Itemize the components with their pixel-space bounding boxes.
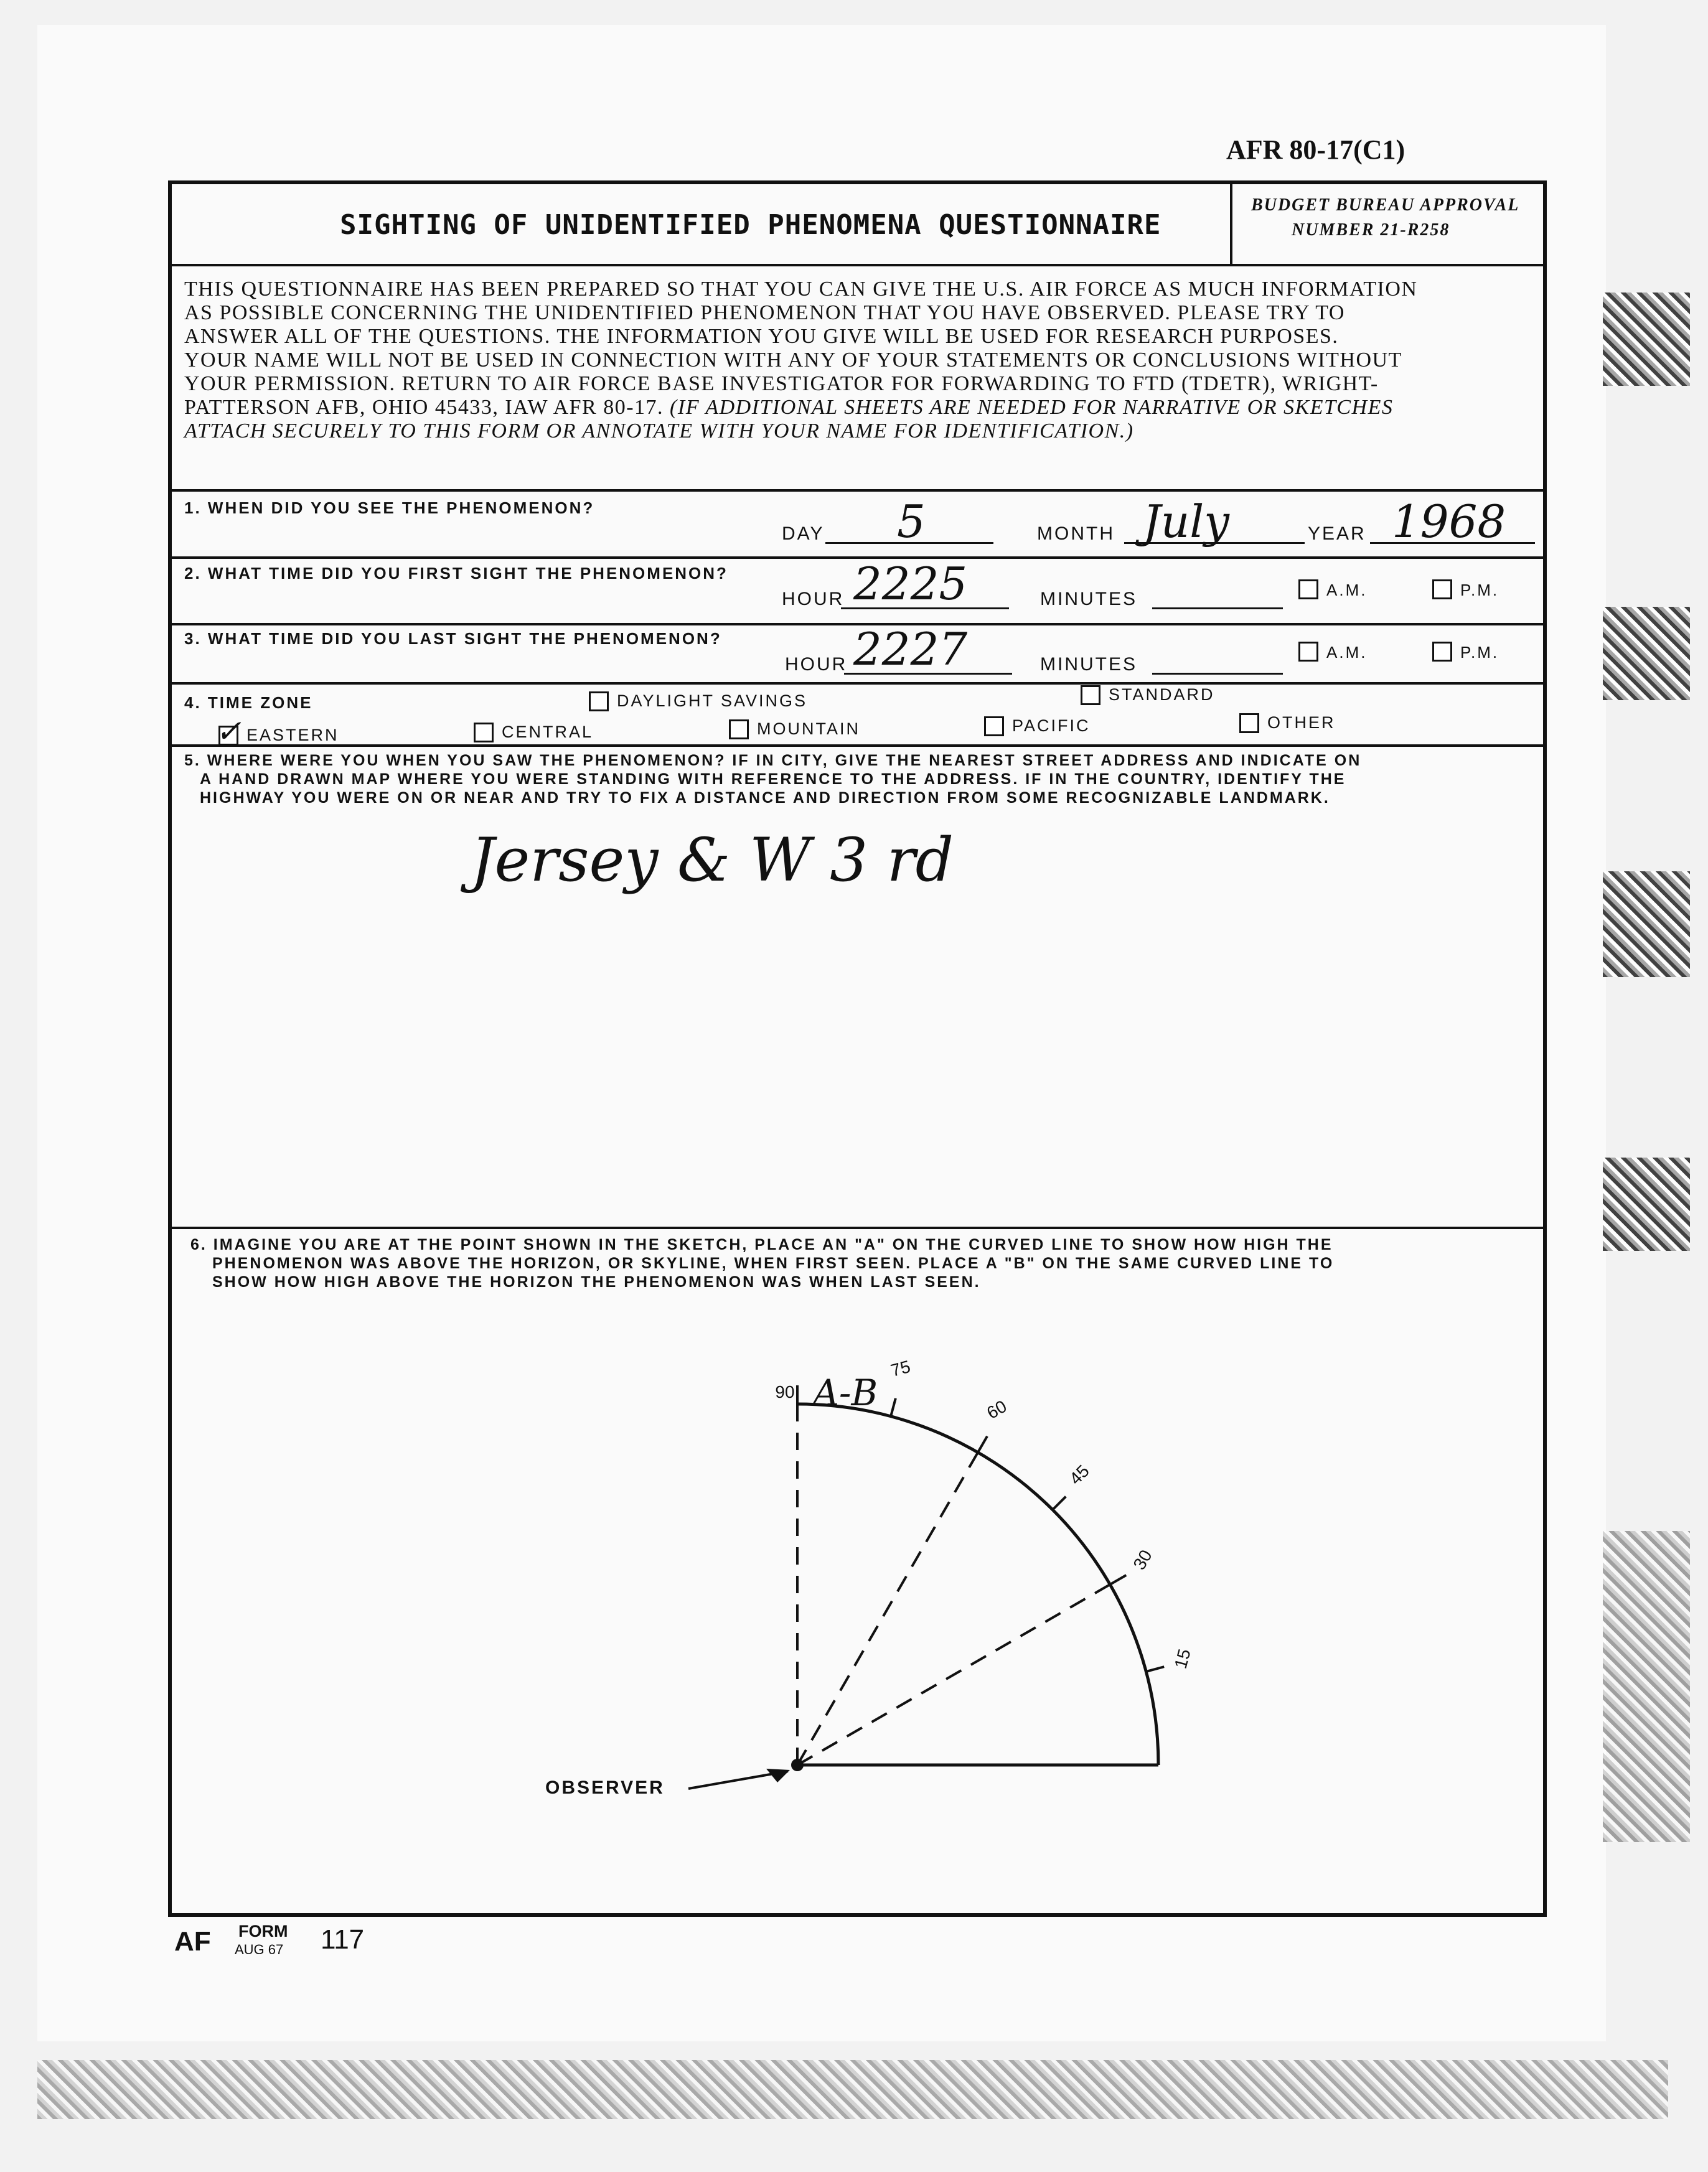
- scan-artifact: [37, 2060, 1668, 2119]
- observer-label: OBSERVER: [545, 1777, 665, 1798]
- intro-line: ANSWER ALL OF THE QUESTIONS. THE INFORMATION YOU GIVE WILL BE USED FOR RESEARCH PURPOSES.: [184, 325, 1339, 348]
- angle-tick-30: [1110, 1575, 1126, 1585]
- angle-tick-75: [891, 1398, 896, 1416]
- q1-day-value: 5: [897, 495, 926, 548]
- budget-approval-line1: BUDGET BUREAU APPROVAL: [1251, 195, 1520, 215]
- scan-artifact: [1603, 1158, 1690, 1251]
- q6-question-line2: PHENOMENON WAS ABOVE THE HORIZON, OR SKYLINE, WHEN FIRST SEEN. PLACE A "B" ON THE SAME CURVED LINE TO: [212, 1255, 1335, 1272]
- footer-form-number: 117: [321, 1924, 365, 1955]
- q5-location-answer[interactable]: Jersey & W 3 rd: [471, 825, 954, 895]
- angle-label-90: 90: [775, 1382, 795, 1402]
- angle-tick-60: [978, 1436, 987, 1453]
- q1-day-label: DAY: [782, 523, 825, 544]
- q2-hour-value: 2225: [853, 558, 968, 610]
- q5-question-line1: 5. WHERE WERE YOU WHEN YOU SAW THE PHENOMENON? IF IN CITY, GIVE THE NEAREST STREET ADDRESS AND INDICATE ON: [184, 752, 1362, 769]
- dashed-ray-30: [797, 1585, 1110, 1765]
- elevation-angle-sketch: [172, 184, 1543, 1913]
- q6-handwritten-mark[interactable]: A-B: [813, 1372, 878, 1414]
- intro-line6-b: (IF ADDITIONAL SHEETS ARE NEEDED FOR NARRATIVE OR SKETCHES: [670, 396, 1394, 419]
- angle-label-60: 60: [983, 1396, 1010, 1423]
- elevation-arc: [797, 1404, 1158, 1765]
- q4-question: 4. TIME ZONE: [184, 693, 313, 712]
- scan-artifact: [1603, 1531, 1690, 1842]
- q3-minutes-label: MINUTES: [1040, 654, 1137, 675]
- other-label: OTHER: [1267, 713, 1336, 732]
- q2-question: 2. WHAT TIME DID YOU FIRST SIGHT THE PHENOMENON?: [184, 564, 728, 583]
- angle-label-45: 45: [1065, 1461, 1093, 1489]
- footer-date: AUG 67: [235, 1942, 284, 1957]
- intro-line6-a: PATTERSON AFB, OHIO 45433, IAW AFR 80-17.: [184, 396, 664, 419]
- dashed-ray-60: [797, 1453, 978, 1765]
- q1-year-value: 1968: [1392, 495, 1506, 548]
- eastern-check-mark: ✓: [215, 713, 242, 749]
- form-title: SIGHTING OF UNIDENTIFIED PHENOMENA QUESTIONNAIRE: [340, 209, 1161, 241]
- angle-label-30: 30: [1129, 1547, 1156, 1573]
- scan-artifact: [1603, 293, 1690, 386]
- q2-pm-label: P.M.: [1460, 581, 1499, 599]
- q6-question-line3: SHOW HOW HIGH ABOVE THE HORIZON THE PHENOMENON WAS WHEN LAST SEEN.: [212, 1273, 981, 1291]
- q3-pm-label: P.M.: [1460, 643, 1499, 662]
- intro-line: ATTACH SECURELY TO THIS FORM OR ANNOTATE WITH YOUR NAME FOR IDENTIFICATION.): [184, 419, 1134, 442]
- footer-form: FORM: [238, 1922, 288, 1940]
- q2-minutes-label: MINUTES: [1040, 589, 1137, 609]
- angle-tick-45: [1053, 1497, 1066, 1510]
- q2-am-label: A.M.: [1326, 581, 1368, 599]
- scan-artifact: [1603, 607, 1690, 700]
- q1-question: 1. WHEN DID YOU SEE THE PHENOMENON?: [184, 499, 595, 517]
- angle-tick-15: [1146, 1667, 1164, 1672]
- observer-point: [791, 1759, 804, 1771]
- intro-line: AS POSSIBLE CONCERNING THE UNIDENTIFIED PHENOMENON THAT YOU HAVE OBSERVED. PLEASE TRY TO: [184, 301, 1345, 324]
- intro-line: THIS QUESTIONNAIRE HAS BEEN PREPARED SO THAT YOU CAN GIVE THE U.S. AIR FORCE AS MUCH INFORMATION: [184, 278, 1418, 301]
- q5-question-line3: HIGHWAY YOU WERE ON OR NEAR AND TRY TO FIX A DISTANCE AND DIRECTION FROM SOME RECOGNIZABLE LANDMARK.: [200, 789, 1330, 807]
- q3-am-label: A.M.: [1326, 643, 1368, 662]
- questionnaire-form: [168, 180, 1547, 1917]
- intro-line: YOUR PERMISSION. RETURN TO AIR FORCE BASE INVESTIGATOR FOR FORWARDING TO FTD (TDETR), WRIGHT-: [184, 372, 1379, 395]
- daylight-savings-label: DAYLIGHT SAVINGS: [617, 691, 808, 710]
- pacific-label: PACIFIC: [1012, 716, 1091, 735]
- budget-approval-line2: NUMBER 21-R258: [1292, 220, 1450, 240]
- standard-label: STANDARD: [1109, 685, 1215, 704]
- central-label: CENTRAL: [502, 723, 594, 741]
- angle-label-15: 15: [1170, 1647, 1194, 1671]
- q1-month-label: MONTH: [1037, 523, 1115, 544]
- eastern-label: EASTERN: [246, 726, 339, 744]
- angle-label-75: 75: [888, 1356, 913, 1380]
- scan-artifact: [1603, 871, 1690, 977]
- q3-hour-label: HOUR: [785, 654, 848, 675]
- q3-question: 3. WHAT TIME DID YOU LAST SIGHT THE PHENOMENON?: [184, 629, 722, 648]
- q5-question-line2: A HAND DRAWN MAP WHERE YOU WERE STANDING WITH REFERENCE TO THE ADDRESS. IF IN THE COUNTRY, IDENTIFY THE: [200, 770, 1346, 788]
- q2-hour-label: HOUR: [782, 589, 845, 609]
- mountain-label: MOUNTAIN: [757, 719, 860, 738]
- regulation-number: AFR 80-17(C1): [1226, 134, 1405, 165]
- q6-question-line1: 6. IMAGINE YOU ARE AT THE POINT SHOWN IN THE SKETCH, PLACE AN "A" ON THE CURVED LINE TO SHOW HOW HIGH THE: [190, 1236, 1333, 1253]
- q1-month-value: July: [1143, 495, 1229, 548]
- q3-hour-value: 2227: [853, 623, 968, 675]
- q1-year-label: YEAR: [1308, 523, 1366, 544]
- intro-line: YOUR NAME WILL NOT BE USED IN CONNECTION WITH ANY OF YOUR STATEMENTS OR CONCLUSIONS WITHOUT: [184, 349, 1402, 372]
- footer-af: AF: [174, 1926, 211, 1957]
